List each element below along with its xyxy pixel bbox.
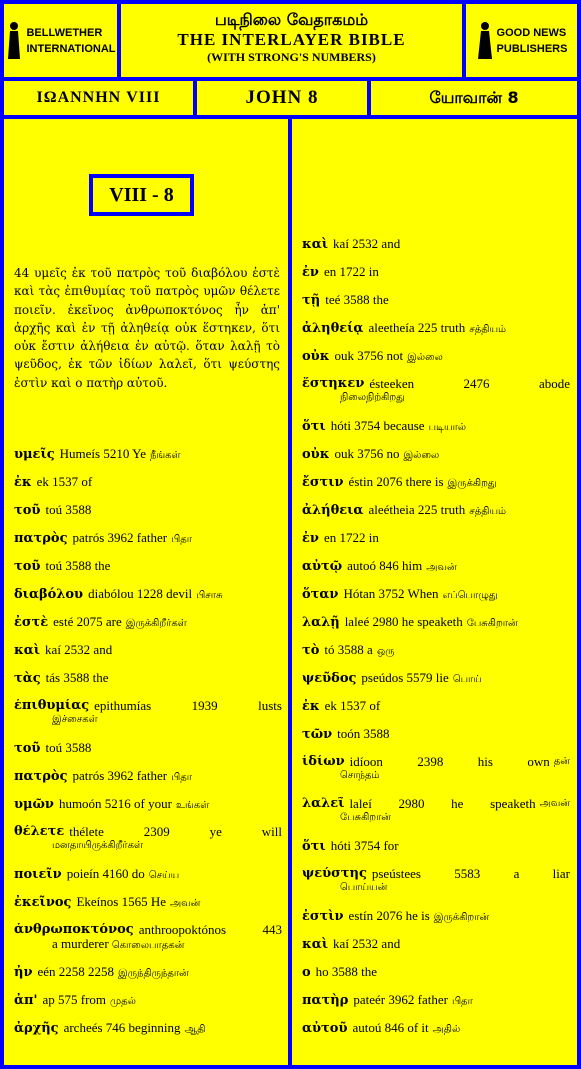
transliteration: Humeís 5210 Ye (59, 447, 146, 461)
transliteration: aleétheia 225 truth (368, 503, 466, 517)
entry-main-line (302, 265, 570, 280)
entry-main-line (302, 643, 570, 659)
entry-main-line (302, 615, 570, 631)
word-entry (14, 447, 282, 475)
tamil-word: நீங்கள் (149, 450, 181, 461)
greek-word: τοῦ (14, 559, 41, 574)
word-entry (302, 993, 570, 1021)
greek-word: ἐστὲ (14, 615, 49, 630)
word-entry (302, 867, 570, 909)
entry-main-line (302, 727, 570, 742)
entry-main-line (302, 839, 570, 854)
tamil-word: பேசுகிறான் (340, 812, 391, 823)
transliteration: ouk 3756 no (334, 447, 400, 461)
word-entry (14, 769, 282, 797)
entry-main-line (14, 615, 282, 631)
transliteration: ouk 3756 not (334, 349, 404, 363)
greek-word: λαλεῖ (302, 797, 345, 811)
transliteration: aleetheía 225 truth (368, 321, 466, 335)
figure-icon (5, 21, 23, 61)
greek-word: ἐκ (302, 699, 320, 714)
tamil-word: ஒரு (376, 646, 395, 657)
greek-word: οὐκ (302, 447, 330, 462)
word-entry (302, 531, 570, 559)
entry-main-line (14, 699, 282, 713)
word-entry (302, 839, 570, 867)
greek-word: θέλετε (14, 825, 65, 839)
greek-word: ὅταν (302, 587, 339, 602)
good-news-logo (466, 4, 577, 77)
word-entry (14, 923, 282, 965)
word-entry (302, 965, 570, 993)
word-entry (302, 419, 570, 447)
bellwether-logo (4, 4, 117, 77)
tamil-word: அவன் (170, 898, 201, 909)
entry-main-line (14, 867, 282, 883)
tamil-word: இல்லை (403, 450, 440, 461)
subtitle: (WITH STRONG'S NUMBERS) (207, 50, 376, 64)
tamil-word: முதல் (110, 996, 136, 1007)
greek-word: καὶ (302, 937, 329, 952)
entry-second-line (302, 769, 570, 783)
word-entry (302, 377, 570, 419)
word-entry (302, 727, 570, 755)
word-entry (302, 909, 570, 937)
entry-main-line (14, 1021, 282, 1037)
left-word-list (14, 447, 282, 1049)
chapter-badge: VIII - 8 (89, 174, 194, 216)
word-entry (14, 699, 282, 741)
greek-word: ο (302, 965, 311, 980)
word-entry (302, 447, 570, 475)
tamil-word: இருக்கிறீர்கள் (125, 618, 187, 629)
greek-word: ἐν (302, 531, 319, 546)
greek-word: ποιεῖν (14, 867, 62, 882)
greek-word: ἀλήθεια (302, 503, 364, 518)
entry-main-line (14, 587, 282, 603)
tamil-word: செய்ய (148, 870, 180, 881)
tamil-word: படியால் (428, 422, 467, 433)
greek-word: ἕστηκεν (302, 377, 365, 391)
transliteration: toú 3588 (45, 741, 92, 755)
word-entry (302, 587, 570, 615)
greek-word: τὸ (302, 643, 320, 658)
title-block (121, 4, 462, 77)
tamil-word: இருக்கிறது (447, 478, 497, 489)
entry-second-line (14, 839, 282, 853)
greek-word: λαλῇ (302, 615, 340, 630)
entry-main-line (302, 699, 570, 714)
transliteration: humoón 5216 of your (58, 797, 172, 811)
tamil-word: தன் (553, 756, 570, 767)
word-entry (14, 503, 282, 531)
transliteration: poieín 4160 do (66, 867, 145, 881)
tamil-word: இருந்திருந்தான் (118, 968, 189, 979)
word-entry (14, 1021, 282, 1049)
entry-main-line (302, 937, 570, 952)
entry-main-line (302, 993, 570, 1009)
tamil-word: பிதா (451, 996, 473, 1007)
word-entry (302, 1021, 570, 1049)
entry-main-line (14, 825, 282, 839)
entry-main-line (302, 293, 570, 308)
word-entry (14, 895, 282, 923)
transliteration: idíoon 2398 his own (349, 755, 550, 769)
transliteration: ek 1537 of (324, 699, 381, 713)
entry-main-line (302, 237, 570, 252)
greek-word: ἰδίων (302, 755, 345, 769)
transliteration: pateér 3962 father (353, 993, 448, 1007)
greek-word: ἐν (302, 265, 319, 280)
tamil-word: பேசுகிறான் (466, 618, 518, 629)
entry-main-line (14, 895, 282, 911)
transliteration: Ekeínos 1565 He (76, 895, 166, 909)
tamil-word: இருக்கிறான் (433, 912, 490, 923)
entry-main-line (302, 531, 570, 546)
word-entry (302, 349, 570, 377)
word-entry (302, 475, 570, 503)
greek-word: ἐστὶν (302, 909, 344, 924)
greek-word: ἀληθείᾳ (302, 321, 364, 336)
entry-second-line (14, 713, 282, 727)
entry-main-line (302, 447, 570, 463)
entry-main-line (14, 643, 282, 658)
entry-second-line (302, 391, 570, 405)
tamil-word: மனதாயிருக்கிறீர்கள் (52, 840, 144, 851)
transliteration: estín 2076 he is (348, 909, 430, 923)
greek-word: τοῦ (14, 503, 41, 518)
tamil-book-header: யோவான் 8 (371, 81, 577, 115)
entry-main-line (302, 909, 570, 925)
tamil-word: சத்தியம் (469, 506, 507, 517)
english-book-header: JOHN 8 (197, 81, 367, 115)
greek-word: υμῶν (14, 797, 54, 812)
transliteration: autoó 846 him (347, 559, 423, 573)
tamil-word: பொய்யன் (340, 882, 388, 893)
transliteration: ésteeken 2476 abode (369, 377, 570, 391)
transliteration: archeés 746 beginning (63, 1021, 181, 1035)
greek-word: ἀρχῆς (14, 1021, 59, 1036)
entry-main-line (302, 755, 570, 769)
tamil-word: சத்தியம் (469, 324, 507, 335)
word-entry (14, 559, 282, 587)
word-entry (302, 559, 570, 587)
word-entry (14, 741, 282, 769)
greek-word: καὶ (14, 643, 41, 658)
word-entry (302, 755, 570, 797)
entry-main-line (302, 475, 570, 491)
greek-word: καὶ (302, 237, 329, 252)
word-entry (302, 321, 570, 349)
transliteration: ap 575 from (42, 993, 107, 1007)
greek-word: πατρὸς (14, 531, 68, 546)
tamil-word: எப்பொழுது (442, 590, 498, 601)
transliteration: Hótan 3752 When (343, 587, 439, 601)
greek-word: ἐπιθυμίας (14, 699, 90, 713)
entry-main-line (14, 503, 282, 518)
transliteration: patrós 3962 father (72, 531, 168, 545)
word-entry (302, 797, 570, 839)
word-entry (14, 825, 282, 867)
transliteration: laleé 2980 he speaketh (344, 615, 463, 629)
logo-line: INTERNATIONAL (26, 42, 116, 55)
entry-main-line (14, 559, 282, 574)
transliteration: ek 1537 of (36, 475, 93, 489)
transliteration: ho 3588 the (315, 965, 378, 979)
tamil-word: ஆதி (184, 1024, 206, 1035)
entry-main-line (302, 349, 570, 365)
word-entry (14, 671, 282, 699)
tamil-word: அவன் (426, 562, 457, 573)
word-entry (14, 475, 282, 503)
entry-main-line (14, 475, 282, 490)
entry-main-line (14, 797, 282, 813)
entry-main-line (14, 447, 282, 463)
tamil-word: அவன் (539, 798, 570, 809)
greek-word: οὐκ (302, 349, 330, 364)
entry-main-line (302, 1021, 570, 1037)
greek-word: ἐκεῖνος (14, 895, 72, 910)
tamil-word: பொய் (452, 674, 482, 685)
transliteration: eén 2258 2258 (37, 965, 115, 979)
entry-main-line (302, 559, 570, 575)
transliteration: kaí 2532 and (333, 237, 401, 251)
entry-main-line (302, 321, 570, 337)
greek-word: ἀπ' (14, 993, 38, 1008)
entry-main-line (302, 587, 570, 603)
greek-word: τὰς (14, 671, 41, 686)
transliteration: pseústees 5583 a liar (371, 867, 570, 881)
entry-second-line (302, 811, 570, 825)
word-entry (302, 615, 570, 643)
word-entry (14, 587, 282, 615)
entry-main-line (302, 671, 570, 687)
word-entry (14, 867, 282, 895)
word-entry (14, 643, 282, 671)
greek-word: διαβόλου (14, 587, 84, 602)
greek-word: πατρὸς (14, 769, 68, 784)
greek-word: ψεῦδος (302, 671, 357, 686)
right-word-list (302, 237, 570, 1049)
word-entry (14, 531, 282, 559)
logo-line: PUBLISHERS (496, 42, 568, 55)
transliteration: epithumías 1939 lusts (94, 699, 282, 713)
entry-main-line (302, 867, 570, 881)
entry-main-line (302, 377, 570, 391)
tamil-word: உங்கள் (175, 800, 210, 811)
transliteration: kaí 2532 and (45, 643, 113, 657)
entry-main-line (14, 923, 282, 937)
entry-main-line (14, 769, 282, 785)
entry-main-line (302, 797, 570, 811)
tamil-title: படிநிலை வேதாகமம் (214, 10, 369, 29)
transliteration: tás 3588 the (45, 671, 109, 685)
greek-word: τῶν (302, 727, 333, 742)
entry-main-line (14, 741, 282, 756)
transliteration: thélete 2309 ye will (69, 825, 282, 839)
main-title: THE INTERLAYER BIBLE (177, 30, 406, 49)
entry-main-line (14, 531, 282, 547)
entry-main-line (302, 503, 570, 519)
transliteration: toú 3588 the (45, 559, 111, 573)
word-entry (302, 643, 570, 671)
greek-book-header: ΙΩΑΝΝΗΝ VIII (4, 81, 193, 115)
logo-line: BELLWETHER (26, 26, 103, 39)
entry-main-line (14, 993, 282, 1009)
greek-word: ὅτι (302, 419, 326, 434)
greek-word: ἀνθρωποκτόνος (14, 923, 134, 937)
word-entry (302, 237, 570, 265)
transliteration: éstin 2076 there is (348, 475, 444, 489)
tamil-word: கொலைபாதகன் (111, 940, 185, 951)
word-entry (302, 937, 570, 965)
transliteration: tó 3588 a (324, 643, 373, 657)
tamil-word: சொந்தம் (340, 770, 380, 781)
greek-word: ψεύστης (302, 867, 367, 881)
transliteration: en 1722 in (323, 265, 379, 279)
logo-line: GOOD NEWS (496, 26, 567, 39)
word-entry (14, 965, 282, 993)
figure-icon (476, 21, 494, 61)
word-entry (302, 503, 570, 531)
transliteration: en 1722 in (323, 531, 379, 545)
word-entry (14, 993, 282, 1021)
transliteration: toón 3588 (337, 727, 390, 741)
tamil-word: பிசாசு (196, 590, 223, 601)
tamil-word: பிதா (171, 534, 192, 545)
transliteration: laleí 2980 he speaketh (349, 797, 536, 811)
word-entry (302, 265, 570, 293)
tamil-word: அதில் (432, 1024, 461, 1035)
english-continuation: a murderer (52, 936, 109, 951)
transliteration: hóti 3754 because (330, 419, 425, 433)
transliteration: esté 2075 are (53, 615, 122, 629)
greek-word: αὐτοῦ (302, 1021, 348, 1036)
entry-main-line (302, 965, 570, 980)
transliteration: teé 3588 the (325, 293, 389, 307)
entry-main-line (14, 965, 282, 981)
greek-word: τοῦ (14, 741, 41, 756)
transliteration: pseúdos 5579 lie (361, 671, 449, 685)
transliteration: autoú 846 of it (352, 1021, 429, 1035)
tamil-word: நிலைநிற்கிறது (340, 392, 405, 403)
word-entry (14, 797, 282, 825)
greek-word: υμεῖς (14, 447, 55, 462)
transliteration: diabólou 1228 devil (88, 587, 193, 601)
transliteration: toú 3588 (45, 503, 92, 517)
greek-word: ἐκ (14, 475, 32, 490)
transliteration: anthroopoktónos 443 (138, 923, 282, 937)
word-entry (302, 699, 570, 727)
greek-word: ἔστιν (302, 475, 344, 490)
word-entry (302, 671, 570, 699)
entry-main-line (14, 671, 282, 686)
greek-word: ὅτι (302, 839, 326, 854)
greek-word: αὐτῷ (302, 559, 343, 574)
entry-second-line (302, 881, 570, 895)
transliteration: hóti 3754 for (330, 839, 399, 853)
word-entry (302, 293, 570, 321)
transliteration: patrós 3962 father (72, 769, 168, 783)
greek-word: ἦν (14, 965, 33, 980)
greek-word: πατὴρ (302, 993, 349, 1008)
entry-main-line (302, 419, 570, 435)
tamil-word: இச்சைகள் (52, 714, 98, 725)
verse-text: 44 υμεῖς ἐκ τοῦ πατρὸς τοῦ διαβόλου ἐστὲ καὶ τὰς ἐπιθυμίας τοῦ πατρὸς υμῶν θέλετε ποιεῖν. ἐκεῖνος ἀνθρωποκτόνος ἦν ἀπ' ἀρχῆς καὶ ἐν τῇ ἀληθείᾳ οὐκ ἕστηκεν, ὅτι οὐκ ἔστιν ἀλήθεια ἐν αὐτῷ. ὅταν λαλῇ τὸ ψεῦδος, ἐκ τῶν ἰδίων λαλεῖ, ὅτι ψεύστης ἐστὶν καὶ ο πατὴρ αὐτοῦ. (14, 266, 280, 390)
tamil-word: பிதா (171, 772, 192, 783)
entry-second-line (14, 937, 282, 953)
tamil-word: இல்லை (407, 352, 443, 363)
word-entry (14, 615, 282, 643)
transliteration: kaí 2532 and (333, 937, 401, 951)
greek-word: τῇ (302, 293, 321, 308)
